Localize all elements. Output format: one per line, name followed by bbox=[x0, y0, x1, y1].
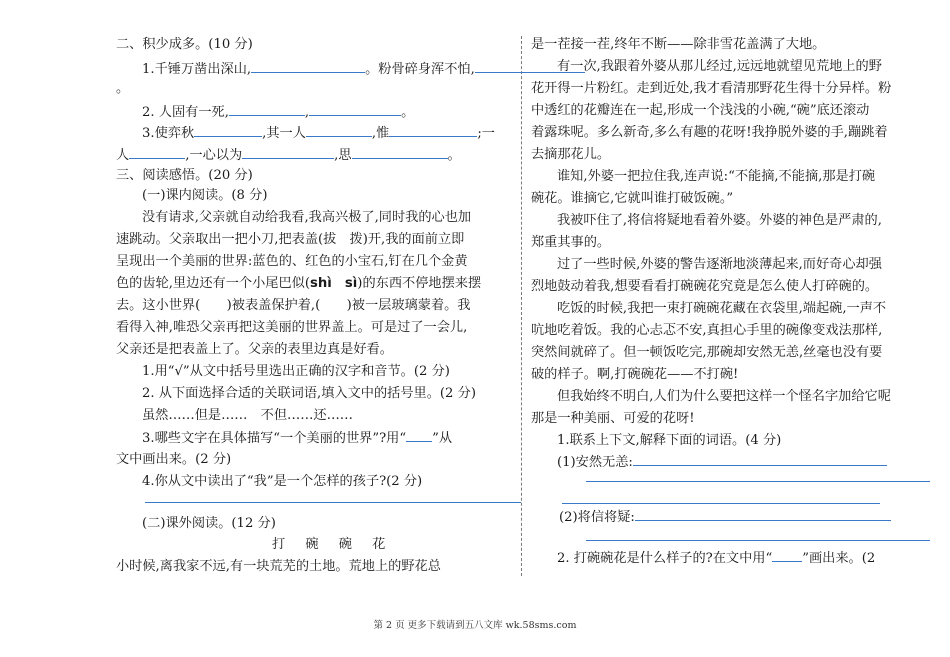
passage-text: 色的齿轮,里边还有一个小尾巴似( bbox=[116, 276, 310, 291]
term-label: (2)将信将疑: bbox=[559, 510, 635, 525]
story-line: 碗花。谁摘它,它就叫谁打破饭碗。” bbox=[531, 191, 734, 206]
question-2-2 bbox=[142, 103, 414, 122]
q3-text-d: ;一 bbox=[477, 126, 495, 141]
question-text: ”从 bbox=[432, 431, 453, 446]
section-2-title: 二、积少成多。(10 分) bbox=[116, 37, 253, 52]
reading-question-3 bbox=[142, 429, 452, 448]
answer-blank[interactable] bbox=[633, 453, 887, 466]
q3-text-c: ,惟 bbox=[371, 126, 390, 141]
answer-line[interactable] bbox=[562, 503, 880, 504]
q1-text-b: 。粉骨碎身浑不怕, bbox=[365, 62, 475, 77]
passage-1-line bbox=[116, 275, 481, 293]
q2-text-b: , bbox=[304, 105, 310, 120]
passage-text: )的东西不停地摆来摆 bbox=[357, 276, 482, 291]
story-line: 郑重其事的。 bbox=[531, 235, 611, 250]
answer-blank[interactable] bbox=[229, 103, 305, 116]
answer-blank[interactable] bbox=[129, 146, 185, 159]
story-line: 小时候,离我家不远,有一块荒芜的土地。荒地上的野花总 bbox=[116, 559, 441, 574]
question-2-3 bbox=[142, 124, 495, 143]
story-line: 去摘那花儿。 bbox=[531, 147, 611, 162]
story-line: 我被吓住了,将信将疑地看着外婆。外婆的神色是严肃的, bbox=[557, 213, 882, 228]
q3-text-h: 。 bbox=[447, 148, 461, 163]
q1-text-a: 1.千锤万凿出深山, bbox=[142, 62, 252, 77]
passage-1-line: 父亲还是把表盖上了。父亲的表里边真是好看。 bbox=[116, 342, 393, 357]
underline-sample bbox=[772, 549, 802, 562]
story-line: 但我始终不明白,人们为什么要把这样一个怪名字加给它呢 bbox=[557, 389, 891, 404]
story-question-1-2 bbox=[559, 508, 891, 527]
conjunction-options: 虽然……但是…… 不但……还…… bbox=[142, 408, 353, 423]
story-line: 吃饭的时候,我把一束打碗碗花藏在衣袋里,端起碗,一声不 bbox=[557, 301, 887, 316]
story-line: 破的样子。啊,打碗碗花——不打碗! bbox=[531, 367, 739, 382]
answer-blank[interactable] bbox=[635, 508, 891, 521]
answer-line[interactable] bbox=[586, 540, 930, 541]
pinyin-options: shì sì bbox=[309, 276, 358, 291]
underline-sample bbox=[406, 429, 432, 442]
reading-question-1: 1.用“√”从文中括号里选出正确的汉字和音节。(2 分) bbox=[142, 364, 450, 379]
question-2-1 bbox=[142, 60, 585, 79]
story-question-1-1 bbox=[557, 453, 887, 472]
passage-1-line: 呈现出一个美丽的世界:蓝色的、红色的小宝石,钉在几个金黄 bbox=[116, 254, 468, 269]
story-line: 突然间就碎了。但一顿饭吃完,那碗却安然无恙,丝毫也没有要 bbox=[531, 345, 883, 360]
story-line: 吭地吃着饭。我的心忐忑不安,真担心手里的碗像变戏法那样, bbox=[531, 323, 883, 338]
q3-text-a: 3.使弈秋 bbox=[142, 126, 195, 141]
story-question-2 bbox=[557, 549, 875, 568]
reading-question-2: 2. 从下面选择合适的关联词语,填入文中的括号里。(2 分) bbox=[142, 386, 476, 401]
question-text: 3.哪些文字在具体描写“一个美丽的世界”?用“ bbox=[142, 431, 407, 446]
column-divider bbox=[521, 36, 522, 576]
story-title: 打 碗 碗 花 bbox=[272, 537, 394, 552]
passage-1-line: 速跳动。父亲取出一把小刀,把表盖(拔 拨)开,我的面前立即 bbox=[116, 232, 465, 247]
answer-blank[interactable] bbox=[309, 103, 401, 116]
story-line: 中透红的花瓣连在一起,形成一个浅浅的小碗,“碗”底还滚动 bbox=[531, 103, 870, 118]
reading-question-4: 4.你从文中读出了“我”是一个怎样的孩子?(2 分) bbox=[142, 474, 423, 489]
story-line: 谁知,外婆一把拉住我,连声说:“不能摘,不能摘,那是打碗 bbox=[557, 169, 876, 184]
story-line: 花开得一片粉红。走到近处,我才看清那野花生得十分异样。粉 bbox=[531, 81, 892, 96]
question-2-3-cont bbox=[116, 146, 461, 165]
question-text: ”画出来。(2 bbox=[802, 551, 876, 566]
reading-question-3-cont: 文中画出来。(2 分) bbox=[116, 452, 232, 467]
story-question-1: 1.联系上下文,解释下面的词语。(4 分) bbox=[557, 433, 782, 448]
q3-text-f: ,一心以为 bbox=[185, 148, 243, 163]
q1-end: 。 bbox=[116, 81, 130, 96]
subsection-1-title: (一)课内阅读。(8 分) bbox=[142, 188, 268, 203]
term-label: (1)安然无恙: bbox=[557, 455, 633, 470]
answer-blank[interactable] bbox=[194, 124, 262, 137]
question-text: 2. 打碗碗花是什么样子的?在文中用“ bbox=[557, 551, 773, 566]
answer-blank[interactable] bbox=[389, 124, 477, 137]
passage-1-line: 看得入神,唯恐父亲再把这美丽的世界盖上。可是过了一会儿, bbox=[116, 320, 468, 335]
answer-line[interactable] bbox=[145, 502, 521, 503]
section-3-title: 三、阅读感悟。(20 分) bbox=[116, 168, 253, 183]
story-line: 那是一种美丽、可爱的花呀! bbox=[531, 411, 695, 426]
answer-line[interactable] bbox=[586, 481, 930, 482]
story-line: 是一茬接一茬,终年不断——除非雪花盖满了大地。 bbox=[531, 37, 826, 52]
answer-blank[interactable] bbox=[306, 124, 372, 137]
q2-text-c: 。 bbox=[401, 105, 415, 120]
q2-text-a: 2. 人固有一死, bbox=[142, 105, 229, 120]
story-line: 有一次,我跟着外婆从那儿经过,远远地就望见荒地上的野 bbox=[557, 59, 882, 74]
story-line: 着露珠呢。多么新奇,多么有趣的花呀!我挣脱外婆的手,蹦跳着 bbox=[531, 125, 888, 140]
q3-text-b: ,其一人 bbox=[262, 126, 306, 141]
subsection-2-title: (二)课外阅读。(12 分) bbox=[142, 516, 276, 531]
answer-blank[interactable] bbox=[242, 146, 334, 159]
answer-blank[interactable] bbox=[352, 146, 448, 159]
q3-text-e: 人 bbox=[116, 148, 130, 163]
story-line: 过了一些时候,外婆的警告逐渐地淡薄起来,而好奇心却强 bbox=[557, 257, 882, 272]
page-footer: 第 2 页 更多下载请到五八文库 wk.58sms.com bbox=[373, 620, 577, 631]
passage-1-line: 没有请求,父亲就自动给我看,我高兴极了,同时我的心也加 bbox=[142, 210, 472, 225]
q3-text-g: ,思 bbox=[334, 148, 352, 163]
passage-1-line: 去。这小世界( )被表盖保护着,( )被一层玻璃蒙着。我 bbox=[116, 298, 471, 313]
answer-blank[interactable] bbox=[251, 60, 365, 73]
story-line: 烈地鼓动着我,想要看看打碗碗花究竟是怎么使人打碎碗的。 bbox=[531, 279, 879, 294]
